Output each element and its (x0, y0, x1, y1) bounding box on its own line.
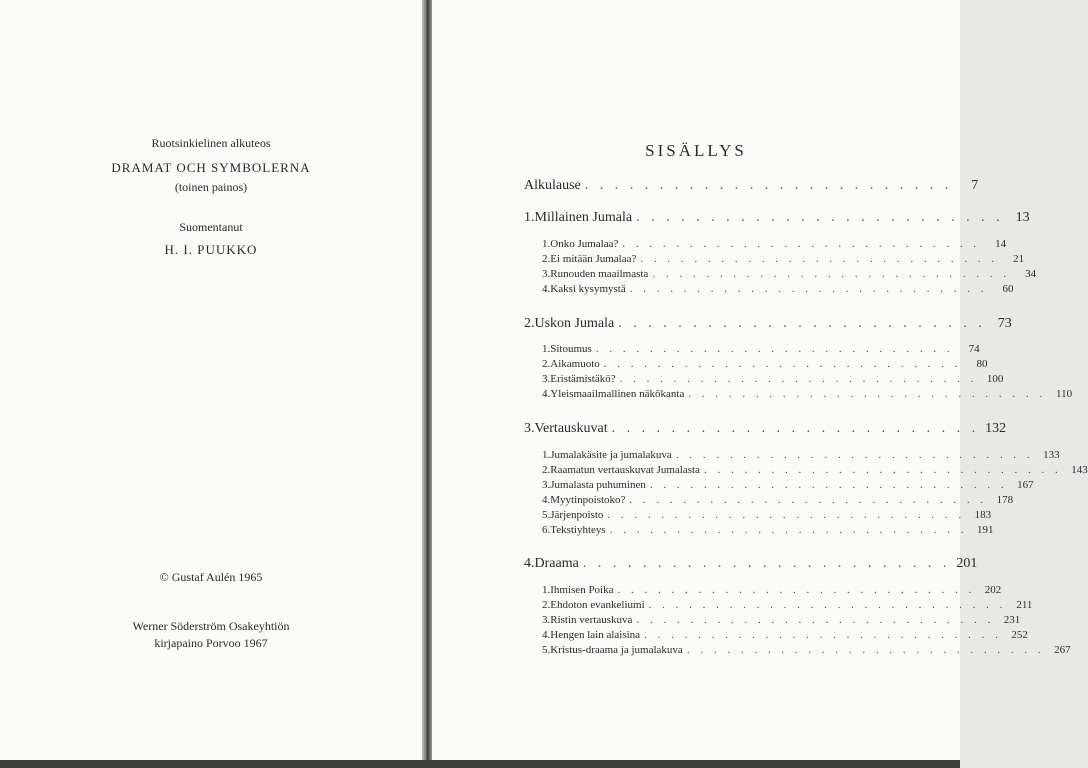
leader-dots: . . . . . . . . . . . . . . . . . . . . . . . . . . . (622, 238, 981, 250)
section-number: 5. (542, 644, 551, 656)
original-title-label: Ruotsinkielinen alkuteos (151, 136, 271, 150)
leader-dots: . . . . . . . . . . . . . . . . . . . . . . . . . . . (703, 464, 1062, 476)
section-number: 4. (542, 283, 551, 295)
section-number: 5. (542, 509, 551, 521)
section-label: Sitoumus (550, 343, 592, 355)
table-of-contents (524, 0, 1088, 768)
toc-section (542, 449, 1060, 461)
leader-dots: . . . . . . . . . . . . . . . . . . . . . . . . . . . (609, 524, 968, 536)
toc-chapter (524, 316, 1012, 332)
section-label: Ei mitään Jumalaa? (550, 253, 637, 265)
leader-dots: . . . . . . . . . . . . . . . . . . . . . . . . . . . (652, 268, 1011, 280)
leader-dots: . . . . . . . . . . . . . . . . . . . . . . . . . . . (603, 358, 962, 370)
toc-section (542, 509, 992, 521)
toc-section (542, 268, 1037, 280)
toc-section (542, 629, 1028, 641)
section-number: 1. (542, 449, 551, 461)
chapter-page: 201 (956, 556, 978, 571)
section-label: Raamatun vertauskuvat Jumalasta (550, 464, 700, 476)
section-page: 110 (1056, 388, 1073, 400)
section-number: 2. (542, 358, 551, 370)
chapter-number: 4. (524, 556, 535, 571)
section-label: Ehdoton evankeliumi (550, 599, 645, 611)
section-label: Jumalakäsite ja jumalakuva (550, 449, 672, 461)
section-label: Tekstiyhteys (550, 524, 606, 536)
toc-section (542, 644, 1071, 656)
leader-dots: . . . . . . . . . . . . . . . . . . . . . . . . . . . (595, 343, 954, 355)
section-number: 1. (542, 238, 551, 250)
chapter-label: Uskon Jumala (534, 316, 615, 331)
section-label: Jumalasta puhuminen (550, 479, 646, 491)
section-page: 143 (1071, 464, 1088, 476)
leader-dots: . . . . . . . . . . . . . . . . . . . . . . . . . (618, 316, 986, 331)
book-gutter (422, 0, 432, 768)
publisher-line-2: kirjapaino Porvoo 1967 (154, 636, 268, 650)
section-label: Ihmisen Poika (550, 584, 614, 596)
section-page: 167 (1017, 479, 1034, 491)
section-number: 3. (542, 373, 551, 385)
section-number: 3. (542, 268, 551, 280)
leader-dots: . . . . . . . . . . . . . . . . . . . . . . . . . . . (675, 449, 1034, 461)
leader-dots: . . . . . . . . . . . . . . . . . . . . . . . . . . . (640, 253, 999, 265)
section-number: 3. (542, 614, 551, 626)
original-title: DRAMAT OCH SYMBOLERNA (111, 160, 311, 175)
leader-dots: . . . . . . . . . . . . . . . . . . . . . . . . . . . (688, 388, 1047, 400)
chapter-page: 132 (985, 421, 1007, 436)
chapter-number: 1. (524, 210, 535, 225)
leader-dots: . . . . . . . . . . . . . . . . . . . . . . . . . (582, 556, 951, 571)
leader-dots: . . . . . . . . . . . . . . . . . . . . . . . . . (636, 210, 1004, 225)
section-number: 6. (542, 524, 551, 536)
toc-section (542, 524, 994, 536)
edition-note: (toinen painos) (174, 180, 248, 194)
toc-section (542, 388, 1073, 400)
chapter-label: Millainen Jumala (534, 210, 633, 225)
section-label: Kristus-draama ja jumalakuva (550, 644, 683, 656)
section-page: 252 (1011, 629, 1028, 641)
toc-section (542, 479, 1034, 491)
chapter-label: Vertauskuvat (534, 421, 608, 436)
section-number: 1. (542, 584, 551, 596)
section-page: 202 (984, 584, 1002, 596)
section-page: 60 (1002, 283, 1014, 295)
section-label: Myytinpoistoko? (550, 494, 626, 506)
leader-dots: . . . . . . . . . . . . . . . . . . . . . . . . . . . (617, 584, 976, 596)
toc-preface-label: Alkulause (524, 178, 581, 193)
section-label: Järjenpoisto (550, 509, 604, 521)
toc-section (542, 464, 1088, 476)
section-label: Runouden maailmasta (550, 268, 649, 280)
section-label: Yleismaailmallinen näkökanta (550, 388, 685, 400)
section-label: Ristin vertauskuva (550, 614, 633, 626)
leader-dots: . . . . . . . . . . . . . . . . . . . . . . . . . . . (648, 599, 1007, 611)
toc-section (542, 283, 1014, 295)
section-page: 211 (1016, 599, 1033, 611)
section-page: 100 (986, 373, 1004, 385)
section-page: 267 (1054, 644, 1071, 656)
section-number: 2. (542, 599, 551, 611)
section-page: 191 (976, 524, 994, 536)
section-page: 183 (974, 509, 992, 521)
toc-chapter (524, 421, 1007, 437)
translator-label: Suomentanut (179, 220, 243, 234)
toc-section (542, 494, 1014, 506)
chapter-page: 73 (997, 316, 1012, 331)
section-label: Aikamuoto (550, 358, 600, 370)
section-label: Kaksi kysymystä (550, 283, 626, 295)
section-number: 4. (542, 629, 551, 641)
section-number: 4. (542, 494, 551, 506)
toc-section (542, 599, 1033, 611)
leader-dots: . . . . . . . . . . . . . . . . . . . . . . . . . . . (644, 629, 1002, 641)
copyright-line: © Gustaf Aulén 1965 (159, 570, 263, 584)
toc-section (542, 373, 1004, 385)
leader-dots: . . . . . . . . . . . . . . . . . . . . . . . . . (611, 421, 980, 436)
leader-dots: . . . . . . . . . . . . . . . . . . . . . . . . . . . (636, 614, 995, 626)
leader-dots: . . . . . . . . . . . . . . . . . . . . . . . . . (584, 178, 953, 193)
toc-preface-page: 7 (971, 178, 979, 193)
leader-dots: . . . . . . . . . . . . . . . . . . . . . . . . . . . (629, 283, 988, 295)
toc-chapter (524, 210, 1030, 226)
section-page: 133 (1043, 449, 1060, 461)
section-page: 178 (996, 494, 1014, 506)
toc-preface (524, 178, 979, 194)
leader-dots: . . . . . . . . . . . . . . . . . . . . . . . . . . . (607, 509, 966, 521)
leader-dots: . . . . . . . . . . . . . . . . . . . . . . . . . . . (619, 373, 978, 385)
leader-dots: . . . . . . . . . . . . . . . . . . . . . . . . . . . (629, 494, 988, 506)
toc-section (542, 358, 988, 370)
section-page: 80 (976, 358, 988, 370)
section-number: 2. (542, 253, 551, 265)
section-number: 3. (542, 479, 551, 491)
section-page: 74 (968, 343, 980, 355)
section-page: 14 (995, 238, 1007, 250)
section-page: 34 (1025, 268, 1037, 280)
section-label: Eristämistäkö? (550, 373, 616, 385)
toc-section (542, 614, 1021, 626)
toc-section (542, 343, 980, 355)
section-number: 4. (542, 388, 551, 400)
page-title: SISÄLLYS (645, 141, 747, 160)
leader-dots: . . . . . . . . . . . . . . . . . . . . . . . . . . . (649, 479, 1008, 491)
section-label: Hengen lain alaisina (550, 629, 641, 641)
publisher-line-1: Werner Söderström Osakeyhtiön (132, 619, 290, 633)
translator-name: H. I. PUUKKO (164, 242, 258, 257)
leader-dots: . . . . . . . . . . . . . . . . . . . . . . . . . . . (686, 644, 1045, 656)
chapter-number: 3. (524, 421, 535, 436)
chapter-number: 2. (524, 316, 535, 331)
chapter-label: Draama (534, 556, 579, 571)
chapter-page: 13 (1015, 210, 1030, 225)
section-page: 21 (1013, 253, 1025, 265)
section-label: Onko Jumalaa? (550, 238, 619, 250)
section-page: 231 (1003, 614, 1021, 626)
section-number: 2. (542, 464, 551, 476)
toc-section (542, 584, 1002, 596)
section-number: 1. (542, 343, 551, 355)
toc-chapter (524, 556, 978, 572)
toc-section (542, 253, 1025, 265)
toc-section (542, 238, 1007, 250)
